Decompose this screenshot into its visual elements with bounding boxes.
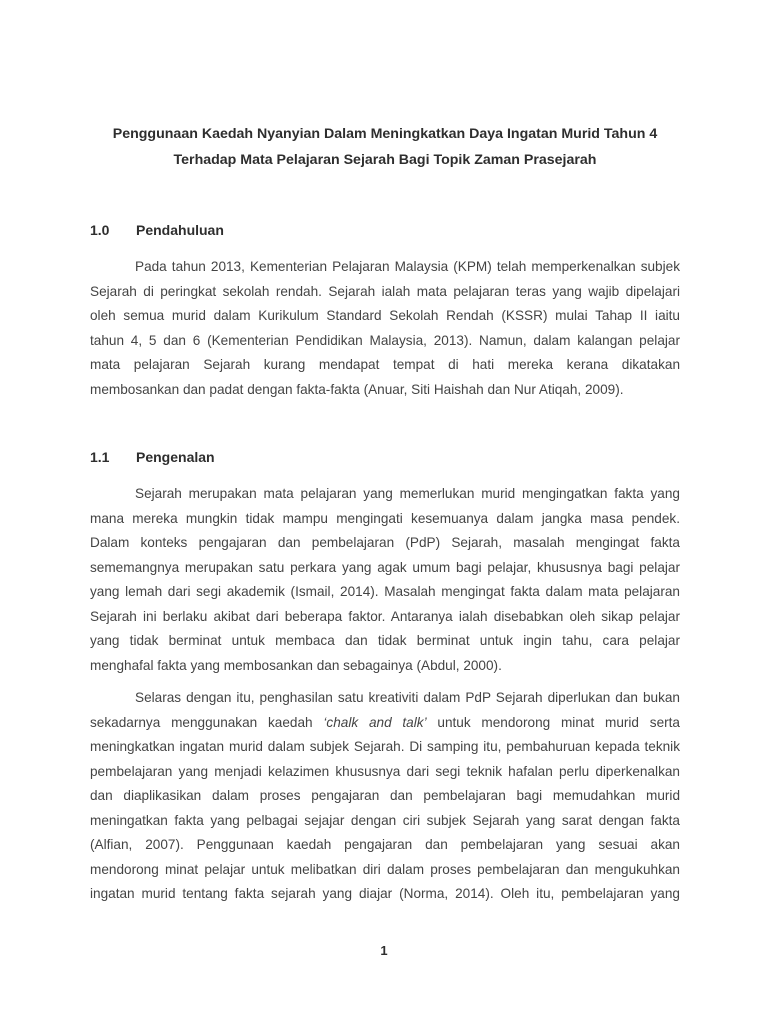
paragraph-line: dan diaplikasikan dalam proses pengajaran dan pembelajaran bagi memudahkan murid [90,788,680,803]
paragraph-line: mana mereka mungkin tidak mampu mengingati kesemuanya dalam jangka masa pendek. [90,510,680,526]
paragraph-line: sememangnya merupakan satu perkara yang agak umum bagi pelajar, khususnya bagi pelajar [90,559,680,575]
paragraph-line: pembelajaran yang menjadi kelazimen khususnya dari segi teknik hafalan perlu diperkenalkan [90,763,680,779]
paragraph-line: Sejarah ini berlaku akibat dari beberapa faktor. Antaranya ialah disebabkan oleh sikap pelajar [90,608,680,624]
paragraph-line: mendorong minat pelajar untuk melibatkan diri dalam proses pembelajaran dan mengukuhkan [90,861,680,877]
paragraph-line: (Alfian, 2007). Penggunaan kaedah pengajaran dan pembelajaran yang sesuai akan [90,837,680,852]
paragraph-line: Sejarah merupakan mata pelajaran yang memerlukan murid mengingatkan fakta yang [135,486,680,501]
paragraph-line: sekadarnya menggunakan kaedah ‘chalk and talk’ untuk mendorong minat murid serta [90,714,680,730]
paragraph-line: oleh semua murid dalam Kurikulum Standard Sekolah Rendah (KSSR) mulai Tahap II iaitu [90,308,680,323]
paragraph-pendahuluan [90,255,680,402]
document-title-line-1: Penggunaan Kaedah Nyanyian Dalam Meningkatkan Daya Ingatan Murid Tahun 4 [112,126,658,142]
paragraph-line: Selaras dengan itu, penghasilan satu kreativiti dalam PdP Sejarah diperlukan dan bukan [135,690,680,705]
section-number: 1.1 [90,449,110,465]
page-number: 1 [380,943,388,958]
paragraph-line: Sejarah di peringkat sekolah rendah. Sejarah ialah mata pelajaran teras yang wajib dipelajari [90,283,680,299]
document-title-line-2: Terhadap Mata Pelajaran Sejarah Bagi Topik Zaman Prasejarah [173,152,597,168]
section-heading-1-0 [90,222,224,238]
paragraph-line: membosankan dan padat dengan fakta-fakta (Anuar, Siti Haishah dan Nur Atiqah, 2009). [90,381,624,397]
paragraph-line: menghafal fakta yang membosankan dan sebagainya (Abdul, 2000). [90,657,502,673]
paragraph-line: Pada tahun 2013, Kementerian Pelajaran Malaysia (KPM) telah memperkenalkan subjek [135,259,680,274]
paragraph-line: meningatkan fakta yang pelbagai sejajar dengan ciri subjek Sejarah yang sarat dengan fakta [90,812,680,828]
italic-phrase: ‘chalk and talk’ [323,714,427,730]
paragraph-pengenalan-1 [90,482,680,678]
paragraph-line: tahun 4, 5 dan 6 (Kementerian Pendidikan Malaysia, 2013). Namun, dalam kalangan pelajar [90,332,680,348]
paragraph-line: yang tidak berminat untuk membaca dan tidak berminat untuk ingin tahu, cara pelajar [90,633,680,648]
paragraph-line: meningkatkan ingatan murid dalam subjek Sejarah. Di samping itu, pembahuruan kepada teknik [90,739,680,754]
paragraph-line: Dalam konteks pengajaran dan pembelajaran (PdP) Sejarah, masalah mengingat fakta [90,535,680,550]
paragraph-line: mata pelajaran Sejarah kurang mendapat tempat di hati mereka kerana dikatakan [90,357,680,372]
section-title: Pengenalan [136,449,215,465]
paragraph-pengenalan-2 [90,686,680,907]
section-number: 1.0 [90,222,110,238]
paragraph-line: ingatan murid tentang fakta sejarah yang diajar (Norma, 2014). Oleh itu, pembelajaran yang [90,886,680,901]
paragraph-line: yang lemah dari segi akademik (Ismail, 2014). Masalah mengingat fakta dalam mata pelajaran [90,584,680,599]
section-heading-1-1 [90,449,215,465]
section-title: Pendahuluan [136,222,224,238]
